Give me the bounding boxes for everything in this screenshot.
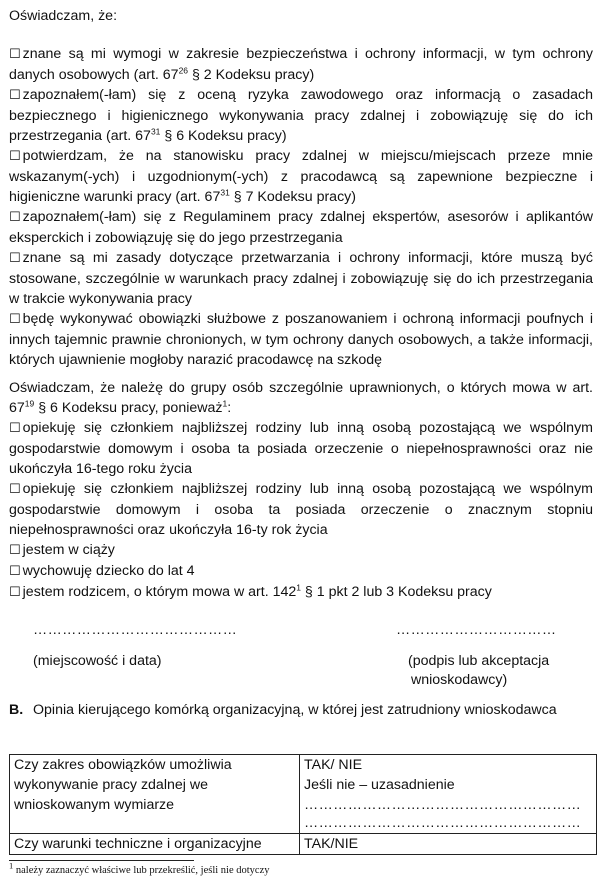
declarations-section	[9, 6, 593, 370]
checkbox-statement	[9, 248, 593, 309]
checkbox-statement	[9, 85, 593, 146]
checkbox-statement	[9, 582, 593, 603]
checkbox[interactable]: ☐	[9, 210, 21, 225]
statement-text: § 1 pkt 2 lub 3 Kodeksu pracy	[300, 584, 492, 600]
footnote-divider	[9, 860, 194, 861]
statement-text: § 7 Kodeksu pracy)	[229, 189, 356, 205]
checkbox[interactable]: ☐	[9, 88, 21, 103]
place-date-label: (miejscowość i data)	[33, 653, 162, 669]
statement-text: opiekuję się członkiem najbliższej rodziny lub inną osobą pozostającą we wspólnym gospodarstwie domowym i osoba ta posiada orzeczenie o znacznym stopniu niepełnosprawności oraz ukończyła 16-ty rok życia	[9, 481, 593, 538]
signature-label-line2: wnioskodawcy)	[411, 672, 508, 688]
checkbox-statement	[9, 540, 593, 561]
place-date-field[interactable]: ……………………………………	[33, 622, 238, 638]
answer-cell[interactable]	[300, 755, 597, 834]
statement-text: § 6 Kodeksu pracy)	[160, 128, 287, 144]
checkbox-statement	[9, 309, 593, 370]
checkbox[interactable]: ☐	[9, 564, 21, 579]
article-superscript: 26	[178, 65, 189, 76]
statement-text: znane są mi zasady dotyczące przetwarzania i ochrony informacji, które muszą być stosowane, szczególnie w warunkach pracy zdalnej i zobowiązuję się do ich przestrzegania w trakcie wykonywania pracy	[9, 250, 593, 307]
statement-text: opiekuję się członkiem najbliższej rodziny lub inną osobą pozostającą we wspólnym gospodarstwie domowym i osoba ta posiada orzeczenie o niepełnosprawności oraz nie ukończyła 16-tego roku życia	[9, 420, 593, 477]
checkbox[interactable]: ☐	[9, 421, 21, 436]
statement-text: będę wykonywać obowiązki służbowe z poszanowaniem i ochroną informacji poufnych i innych tajemnic prawnie chronionych, w tym ochrony danych osobowych, a także informacji, których ujawnienie mogłoby narazić pracodawcę na szkodę	[9, 311, 593, 368]
statement-text: § 2 Kodeksu pracy)	[188, 67, 315, 83]
statement-text: jestem w ciąży	[22, 542, 115, 558]
signature-label-line1: (podpis lub akceptacja	[408, 653, 550, 669]
question-cell: Czy warunki techniczne i organizacyjne	[10, 834, 300, 855]
checkbox[interactable]: ☐	[9, 543, 21, 558]
question-cell: Czy zakres obowiązków umożliwia wykonywanie pracy zdalnej we wnioskowanym wymiarze	[10, 755, 300, 834]
opinion-table	[9, 754, 597, 855]
section-b-title: Opinia kierującego komórką organizacyjną, w której jest zatrudniony wnioskodawca	[33, 702, 557, 718]
answer-line: …………………………………………………	[304, 815, 582, 831]
statement-text: potwierdzam, że na stanowisku pracy zdalnej w miejscu/miejscach przeze mnie wskazanym(-ych) i uzgodnionym(-ych) z pracodawcą są zapewnione bezpieczne i higieniczne warunki pracy (art. 67	[9, 148, 593, 205]
checkbox[interactable]: ☐	[9, 251, 21, 266]
statement-text: wychowuję dziecko do lat 4	[22, 563, 195, 579]
checkbox[interactable]: ☐	[9, 149, 21, 164]
footnote-ref: 1	[222, 398, 228, 409]
answer-line: TAK/ NIE	[304, 757, 363, 773]
answer-line: …………………………………………………	[304, 797, 582, 813]
article-superscript: 31	[220, 187, 230, 198]
table-row	[10, 755, 597, 834]
checkbox[interactable]: ☐	[9, 482, 21, 497]
footnote: $^1$ należy zaznaczyć właściwe lub przekreślić, jeśli nie dotyczy	[9, 860, 270, 876]
checkbox-statement	[9, 561, 593, 582]
statement-text: jestem rodzicem, o którym mowa w art. 142	[22, 584, 297, 600]
checkbox-statement	[9, 44, 593, 85]
section-b-letter: B.	[9, 702, 24, 718]
checkbox[interactable]: ☐	[9, 585, 21, 600]
checkbox[interactable]: ☐	[9, 312, 21, 327]
answer-cell[interactable]: TAK/NIE	[300, 834, 597, 855]
table-row	[10, 834, 597, 855]
declarations-list	[9, 44, 593, 370]
declarations-intro: Oświadczam, że:	[9, 8, 118, 24]
statement-text: znane są mi wymogi w zakresie bezpieczeństwa i ochrony informacji, w tym ochrony danych osobowych (art. 67	[9, 46, 593, 83]
privileged-list	[9, 418, 593, 603]
checkbox-statement	[9, 146, 593, 207]
statement-text: zapoznałem(-łam) się z oceną ryzyka zawodowego oraz informacją o zasadach bezpiecznego i higienicznego wykonywania pracy zdalnej i zobowiązuję się do ich przestrzegania (art. 67	[9, 87, 593, 144]
checkbox-statement	[9, 418, 593, 479]
privileged-intro: Oświadczam, że należę do grupy osób szczególnie uprawnionych, o których mowa w art. $67^{19}$ § 6 Kodeksu pracy, ponieważ$^1$:	[9, 380, 593, 416]
privileged-group-section	[9, 378, 593, 603]
answer-line: Jeśli nie – uzasadnienie	[304, 777, 455, 793]
checkbox-statement	[9, 207, 593, 248]
article-superscript: 1	[296, 582, 301, 593]
article-superscript: 31	[150, 126, 161, 137]
signature-field[interactable]: ……………………………	[396, 622, 557, 638]
checkbox-statement	[9, 479, 593, 540]
checkbox[interactable]: ☐	[9, 47, 21, 62]
statement-text: zapoznałem(-łam) się z Regulaminem pracy zdalnej ekspertów, asesorów i aplikantów eksperckich i zobowiązuję się do jego przestrzegania	[9, 209, 593, 246]
